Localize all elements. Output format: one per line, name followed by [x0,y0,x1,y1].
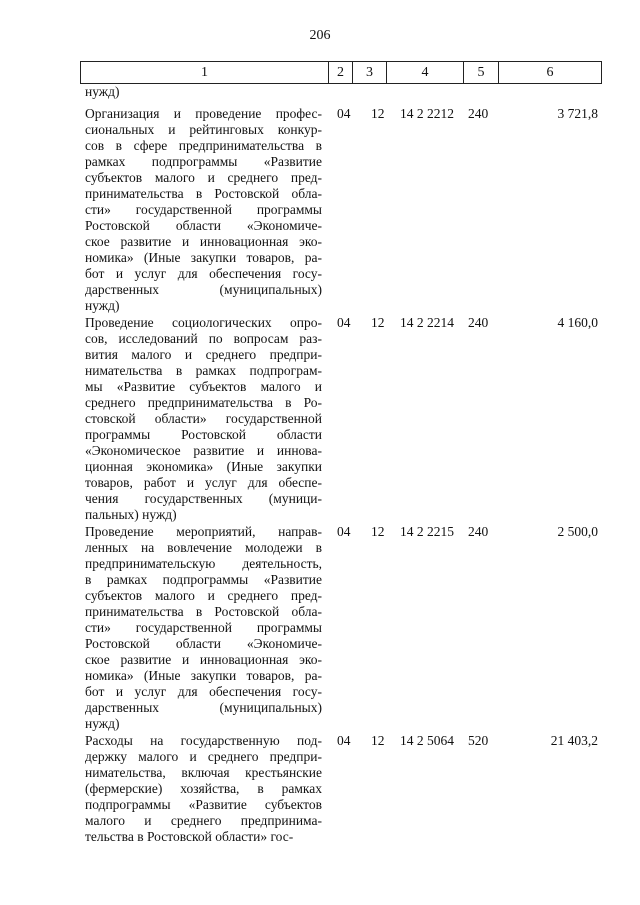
table-header [80,61,602,84]
description-line: Организация и проведение профес- [85,106,322,121]
continuation-text: нужд) [85,84,120,99]
description-line: ское развитие и инновационная эко- [85,234,322,249]
header-col-1: 1 [81,62,329,83]
cell-c4: 14 2 2212 [400,106,454,121]
description-line: «Экономическое развитие и иннова- [85,443,322,458]
cell-c3: 12 [371,315,385,330]
description-line: ленных на вовлечение молодежи в [85,540,322,555]
cell-c2: 04 [337,106,351,121]
header-col-6: 6 [546,65,554,80]
description-line: держку малого и среднего предпри- [85,749,322,764]
cell-c6: 2 500,0 [557,524,598,539]
description-line: Ростовской области «Экономиче- [85,636,322,651]
row-description [85,315,322,523]
description-line: тельства в Ростовской области» гос- [85,829,294,844]
row-description [85,733,322,845]
description-line: принимательства в Ростовской обла- [85,186,322,201]
description-line: субъектов малого и среднего пред- [85,170,322,185]
description-line: стовской области» государственной [85,411,322,426]
cell-c6: 4 160,0 [557,315,598,330]
description-line: чения государственных (муници- [85,491,322,506]
description-line: нимательства в рамках подпрограм- [85,363,322,378]
cell-c2: 04 [337,315,351,330]
header-col-5: 5 [464,62,499,83]
cell-c4: 14 2 5064 [400,733,454,748]
description-line: бот и услуг для обеспечения госу- [85,266,322,281]
cell-c5: 240 [468,106,489,121]
description-line: Ростовской области «Экономиче- [85,218,322,233]
cell-c3: 12 [371,524,385,539]
cell-c4: 14 2 2215 [400,524,454,539]
description-line: подпрограммы «Развитие субъектов [85,797,322,812]
cell-c3: 12 [371,733,385,748]
description-line: субъектов малого и среднего пред- [85,588,322,603]
description-line: бот и услуг для обеспечения госу- [85,684,322,699]
description-line: номика» (Иные закупки товаров, ра- [85,668,322,683]
description-line: номика» (Иные закупки товаров, ра- [85,250,322,265]
description-line: сти» государственной программы [85,620,322,635]
cell-c5: 240 [468,524,489,539]
cell-c3: 12 [371,106,385,121]
row-description [85,524,322,732]
description-line: программы Ростовской области [85,427,322,442]
description-line: рамках подпрограммы «Развитие [85,154,322,169]
description-line: сов, исследований по вопросам раз- [85,331,322,346]
description-line: вития малого и среднего предпри- [85,347,322,362]
description-line: сиональных и рейтинговых конкур- [85,122,322,137]
description-line: Расходы на государственную под- [85,733,322,748]
description-line: нужд) [85,298,120,313]
description-line: нужд) [85,716,120,731]
description-line: товаров, работ и услуг для обеспе- [85,475,322,490]
cell-c6: 21 403,2 [550,733,598,748]
cell-c5: 240 [468,315,489,330]
row-description [85,106,322,314]
description-line: сти» государственной программы [85,202,322,217]
description-line: принимательства в Ростовской обла- [85,604,322,619]
description-line: ское развитие и инновационная эко- [85,652,322,667]
description-line: пальных) нужд) [85,507,177,522]
header-col-4: 4 [387,62,464,83]
description-line: ционная экономика» (Иные закупки [85,459,322,474]
description-line: сов в сфере предпринимательства в [85,138,322,153]
cell-c2: 04 [337,733,351,748]
description-line: предпринимательскую деятельность, [85,556,322,571]
description-line: дарственных (муниципальных) [85,700,322,715]
description-line: дарственных (муниципальных) [85,282,322,297]
description-line: (фермерские) хозяйства, в рамках [85,781,322,796]
description-line: мы «Развитие субъектов малого и [85,379,322,394]
header-col-2: 2 [329,62,353,83]
description-line: малого и среднего предпринима- [85,813,322,828]
cell-c2: 04 [337,524,351,539]
description-line: среднего предпринимательства в Ро- [85,395,322,410]
description-line: Проведение социологических опро- [85,315,322,330]
header-col-3: 3 [353,62,387,83]
description-line: в рамках подпрограммы «Развитие [85,572,322,587]
cell-c4: 14 2 2214 [400,315,454,330]
description-line: нимательства, включая крестьянские [85,765,322,780]
description-line: Проведение мероприятий, направ- [85,524,322,539]
cell-c6: 3 721,8 [557,106,598,121]
page-number: 206 [309,28,331,43]
cell-c5: 520 [468,733,489,748]
